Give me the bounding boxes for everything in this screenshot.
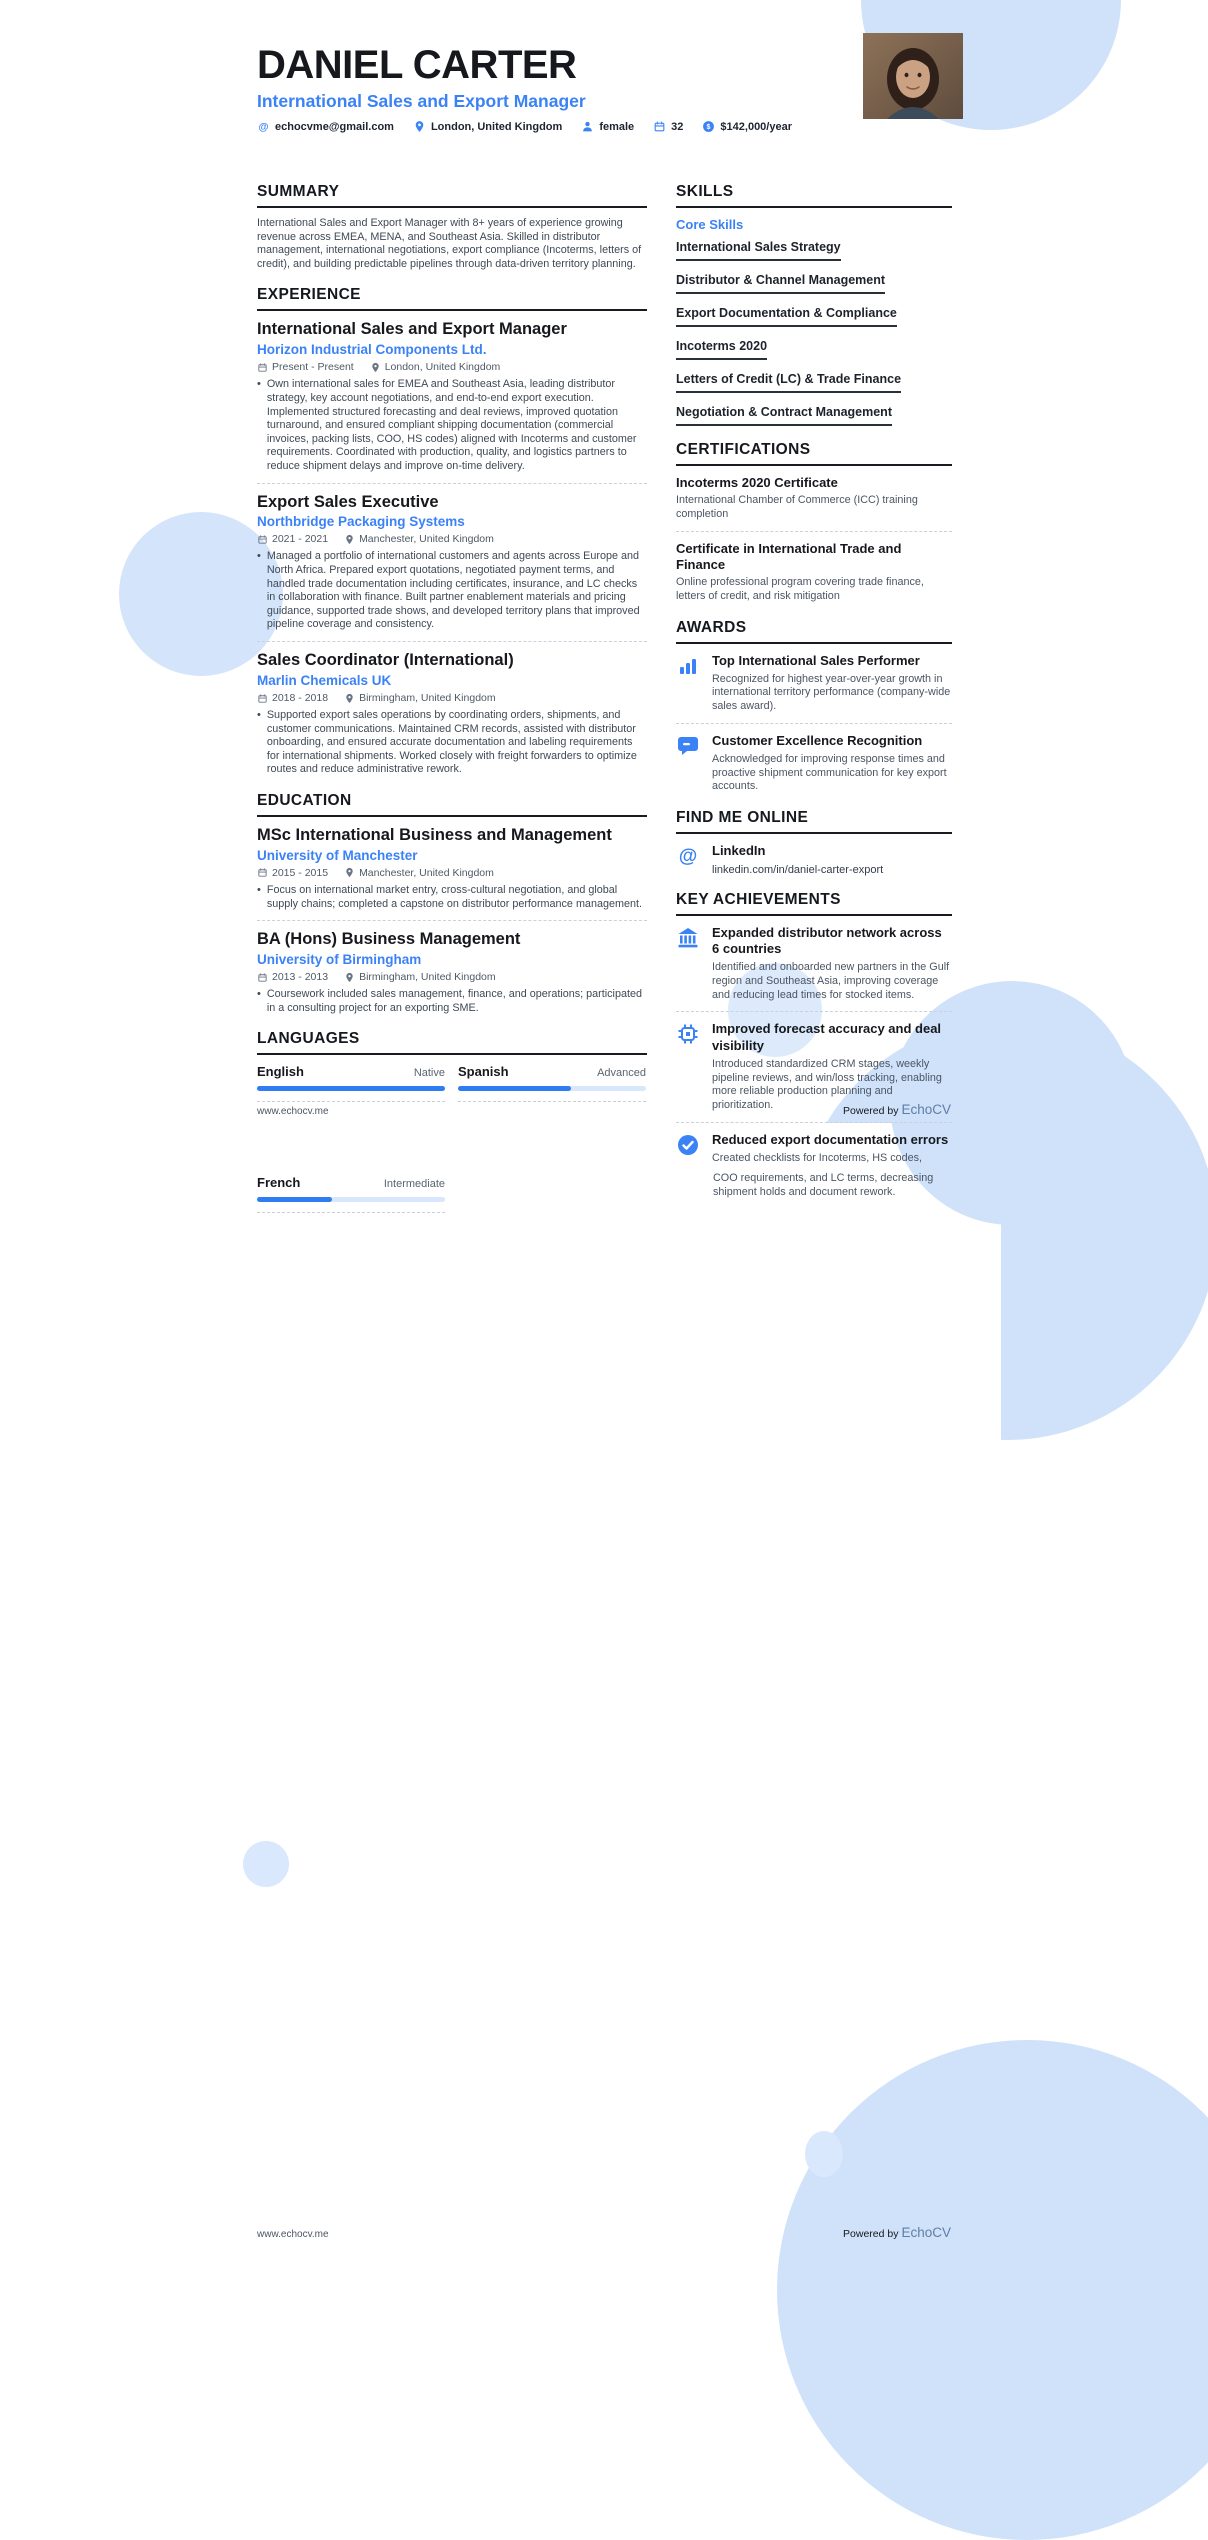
calendar-icon — [257, 693, 268, 704]
awards-list — [676, 653, 952, 794]
echocv-brand-link[interactable]: EchoCV — [901, 1102, 951, 1117]
job-description: Own international sales for EMEA and Southeast Asia, leading distributor strategy, key account negotiations, and end-to-end export execution. Implemented structured forecasting and deal reviews, improved quotation turnaround, and ensured compliant shipping documentation (commercial invoices, packing lists, COO, HS codes) aligned with Incoterms and customer requirements. Coordinated with production, quality, and logistics partners to reduce shipment delays and improve on-time delivery. — [266, 378, 637, 472]
experience-section — [257, 286, 647, 777]
contact-item[interactable] — [702, 120, 792, 133]
award-title: Top International Sales Performer — [712, 653, 920, 668]
pin-icon — [344, 972, 355, 983]
certification-description: International Chamber of Commerce (ICC) training completion — [676, 494, 918, 521]
company-name: Northbridge Packaging Systems — [257, 514, 465, 530]
calendar-icon — [257, 534, 268, 545]
key-achievements-heading: KEY ACHIEVEMENTS — [676, 891, 952, 916]
language-name: Spanish — [458, 1064, 509, 1080]
job-description: Supported export sales operations by coordinating orders, shipments, and customer communications. Maintained CRM records, assisted with distributor onboarding, and ensured accurate documentation and labeling requirements for international shipments. Worked closely with freight forwarders to optimize routes and reduce administrative rework. — [266, 709, 637, 776]
contact-row — [257, 120, 951, 133]
bar-chart-icon — [676, 654, 700, 678]
pin-icon — [413, 120, 426, 133]
bullet-dot: • — [257, 378, 261, 391]
candidate-title: International Sales and Export Manager — [257, 91, 586, 111]
achievement-title: Reduced export documentation errors — [712, 1131, 949, 1147]
bank-icon — [676, 926, 700, 950]
svg-text:$: $ — [706, 123, 711, 131]
online-profiles-list — [676, 843, 952, 876]
achievements-list — [676, 925, 952, 1166]
contact-label: 32 — [671, 120, 684, 133]
language-level: Advanced — [597, 1067, 646, 1080]
language-item — [257, 1175, 445, 1213]
experience-list — [257, 320, 647, 777]
language-proficiency-bar — [458, 1086, 646, 1091]
achievement-description: Created checklists for Incoterms, HS codes, — [712, 1151, 923, 1164]
skills-list — [676, 238, 952, 426]
education-description: Focus on international market entry, cross-cultural negotiation, and global supply chains; completed a capstone on distributor performance management. — [266, 883, 642, 910]
skill-item: Letters of Credit (LC) & Trade Finance — [676, 370, 952, 393]
decor-circle-left-2 — [243, 1841, 289, 1887]
awards-section — [676, 619, 952, 794]
certifications-heading: CERTIFICATIONS — [676, 441, 952, 466]
education-dates: 2015 - 2015 — [272, 866, 329, 879]
site-link[interactable]: www.echocv.me — [257, 1106, 329, 1117]
award-title: Customer Excellence Recognition — [712, 733, 923, 749]
achievement-description: Introduced standardized CRM stages, weekly pipeline reviews, and win/loss tracking, enabling more reliable production planning and prioritization. — [712, 1057, 942, 1112]
job-meta — [257, 361, 647, 373]
education-list — [257, 826, 647, 1015]
job-meta — [257, 692, 647, 704]
education-location: Birmingham, United Kingdom — [359, 971, 496, 984]
contact-label: $142,000/year — [720, 120, 792, 133]
languages-section — [257, 1030, 647, 1102]
cpu-icon — [676, 1022, 700, 1046]
find-me-online-section — [676, 809, 952, 876]
job-location: London, United Kingdom — [384, 361, 501, 374]
candidate-name: DANIEL CARTER — [257, 43, 577, 87]
language-proficiency-fill — [257, 1197, 332, 1202]
contact-item[interactable] — [257, 120, 394, 133]
job-location: Birmingham, United Kingdom — [359, 692, 496, 704]
skill-item: Export Documentation & Compliance — [676, 304, 952, 327]
page1-footer — [257, 1102, 951, 1117]
achievement-entry — [676, 1122, 952, 1165]
job-title: International Sales and Export Manager — [257, 320, 567, 339]
language-name: English — [257, 1064, 304, 1080]
language-proficiency-fill — [257, 1086, 445, 1091]
languages-list — [257, 1064, 647, 1102]
language-level: Native — [413, 1067, 445, 1080]
skill-item: International Sales Strategy — [676, 238, 952, 261]
contact-label: London, United Kingdom — [430, 120, 563, 133]
dollar-icon — [702, 120, 715, 133]
job-description: Managed a portfolio of international customers and agents across Europe and North Africa. Prepared export quotations, negotiated payment terms, and handled trade documentation including certificates, insurance, and LC checks in collaboration with finance. Built partner enablement materials and pricing guidance, supported trade shows, and developed territory plans that improved pipeline coverage and consistency. — [266, 550, 640, 631]
award-description: Recognized for highest year-over-year growth in international territory performance (company-wide sales award). — [712, 672, 951, 713]
decor-circle-bottom-right-2 — [777, 2040, 1208, 2540]
award-entry — [676, 653, 952, 714]
site-link[interactable]: www.echocv.me — [257, 2229, 329, 2240]
experience-entry — [257, 641, 647, 777]
profile-url[interactable]: linkedin.com/in/daniel-carter-export — [712, 863, 884, 876]
company-name: Marlin Chemicals UK — [257, 673, 392, 688]
language-proficiency-fill — [458, 1086, 571, 1091]
certification-entry — [676, 531, 952, 604]
powered-by: Powered by EchoCV — [843, 1102, 951, 1117]
language-item — [257, 1064, 445, 1102]
check-icon — [676, 1133, 700, 1157]
bullet-dot: • — [257, 988, 261, 1001]
skill-item: Negotiation & Contract Management — [676, 403, 952, 426]
pin-icon — [344, 867, 355, 878]
summary-heading: SUMMARY — [257, 183, 647, 208]
education-entry — [257, 920, 647, 1015]
company-name: Horizon Industrial Components Ltd. — [257, 342, 487, 358]
contact-label: echocvme@gmail.com — [275, 120, 394, 133]
certifications-section — [676, 441, 952, 604]
skills-group-label: Core Skills — [676, 217, 744, 232]
achievement-title: Improved forecast accuracy and deal visibility — [712, 1021, 942, 1054]
language-proficiency-bar — [257, 1197, 445, 1202]
echocv-brand-link[interactable]: EchoCV — [901, 2225, 951, 2240]
job-dates: Present - Present — [272, 361, 354, 374]
job-meta — [257, 533, 647, 545]
skill-item: Distributor & Channel Management — [676, 271, 952, 294]
certification-description: Online professional program covering trade finance, letters of credit, and risk mitigation — [676, 576, 924, 603]
language-name: French — [257, 1175, 301, 1190]
right-column — [676, 183, 952, 1180]
certification-title: Incoterms 2020 Certificate — [676, 475, 838, 490]
svg-text:@: @ — [678, 846, 698, 868]
certifications-list — [676, 475, 952, 604]
language-item — [458, 1064, 646, 1102]
degree-title: BA (Hons) Business Management — [257, 930, 521, 949]
summary-section — [257, 183, 647, 271]
education-heading: EDUCATION — [257, 792, 647, 817]
contact-item[interactable] — [413, 120, 562, 133]
pin-icon — [370, 362, 381, 373]
language-level: Intermediate — [383, 1178, 445, 1190]
profile-network-name: LinkedIn — [712, 843, 766, 859]
certification-entry — [676, 475, 952, 522]
education-location: Manchester, United Kingdom — [359, 866, 494, 879]
pin-icon — [344, 693, 355, 704]
left-column — [257, 183, 647, 1180]
experience-entry — [257, 320, 647, 473]
skills-heading: SKILLS — [676, 183, 952, 208]
contact-label: female — [599, 120, 635, 133]
job-dates: 2018 - 2018 — [272, 692, 329, 704]
achievement-title: Expanded distributor network across 6 countries — [712, 924, 942, 957]
language-proficiency-bar — [257, 1086, 445, 1091]
bullet-dot: • — [257, 550, 261, 563]
calendar-icon — [257, 972, 268, 983]
page-2 — [207, 1123, 1001, 2246]
calendar-icon — [257, 362, 268, 373]
svg-text:@: @ — [258, 121, 269, 133]
summary-text: International Sales and Export Manager with 8+ years of experience growing revenue across EMEA, MENA, and Southeast Asia. Skilled in distributor management, international negotiations, export compliance (Incoterms, letters of credit), and building predictable pipelines through data-driven territory planning. — [257, 217, 642, 270]
decor-circle-small-2 — [805, 2131, 843, 2177]
experience-entry — [257, 483, 647, 633]
education-meta — [257, 867, 647, 879]
powered-by: Powered by EchoCV — [843, 2225, 951, 2240]
job-location: Manchester, United Kingdom — [359, 533, 494, 546]
languages-heading: LANGUAGES — [257, 1030, 647, 1055]
skills-section — [676, 183, 952, 426]
school-name: University of Birmingham — [257, 952, 422, 968]
degree-title: MSc International Business and Management — [257, 825, 612, 844]
award-entry — [676, 723, 952, 794]
education-entry — [257, 826, 647, 911]
job-dates: 2021 - 2021 — [272, 533, 329, 546]
job-title: Export Sales Executive — [257, 492, 439, 511]
calendar-icon — [653, 120, 666, 133]
pin-icon — [344, 534, 355, 545]
chat-icon — [676, 734, 700, 758]
calendar-icon — [257, 867, 268, 878]
person-icon — [581, 120, 594, 133]
find-me-online-heading: FIND ME ONLINE — [676, 809, 952, 834]
achievement-description: Identified and onboarded new partners in the Gulf region and Southeast Asia, improving coverage and reducing lead times for stocked items. — [712, 961, 950, 1001]
at-icon — [257, 120, 270, 133]
achievement-entry — [676, 925, 952, 1003]
divider — [257, 1212, 445, 1213]
skill-item: Incoterms 2020 — [676, 337, 952, 360]
bullet-dot: • — [257, 883, 261, 896]
key-achievements-section — [676, 891, 952, 1166]
contact-item[interactable] — [653, 120, 683, 133]
profile-photo — [863, 33, 963, 119]
contact-item[interactable] — [581, 120, 634, 133]
bullet-dot: • — [257, 709, 261, 721]
achievement-entry — [676, 1011, 952, 1113]
award-description: Acknowledged for improving response times and proactive shipment communication for key export accounts. — [712, 752, 947, 793]
at-icon — [676, 844, 700, 868]
education-meta — [257, 971, 647, 983]
header — [207, 0, 1001, 133]
certification-title: Certificate in International Trade and Finance — [676, 540, 902, 573]
online-profile-entry — [676, 843, 952, 876]
education-dates: 2013 - 2013 — [272, 971, 329, 984]
experience-heading: EXPERIENCE — [257, 286, 647, 311]
page2-footer — [257, 2225, 951, 2240]
languages-continued — [257, 1175, 445, 1213]
awards-heading: AWARDS — [676, 619, 952, 644]
achievement-continuation-text: COO requirements, and LC terms, decreasing shipment holds and document rework. — [713, 1172, 934, 1198]
education-section — [257, 792, 647, 1015]
job-title: Sales Coordinator (International) — [257, 651, 514, 670]
education-description: Coursework included sales management, finance, and operations; participated in a consulting project for an exporting SME. — [266, 988, 642, 1014]
school-name: University of Manchester — [257, 847, 418, 863]
page-1 — [207, 0, 1001, 1164]
